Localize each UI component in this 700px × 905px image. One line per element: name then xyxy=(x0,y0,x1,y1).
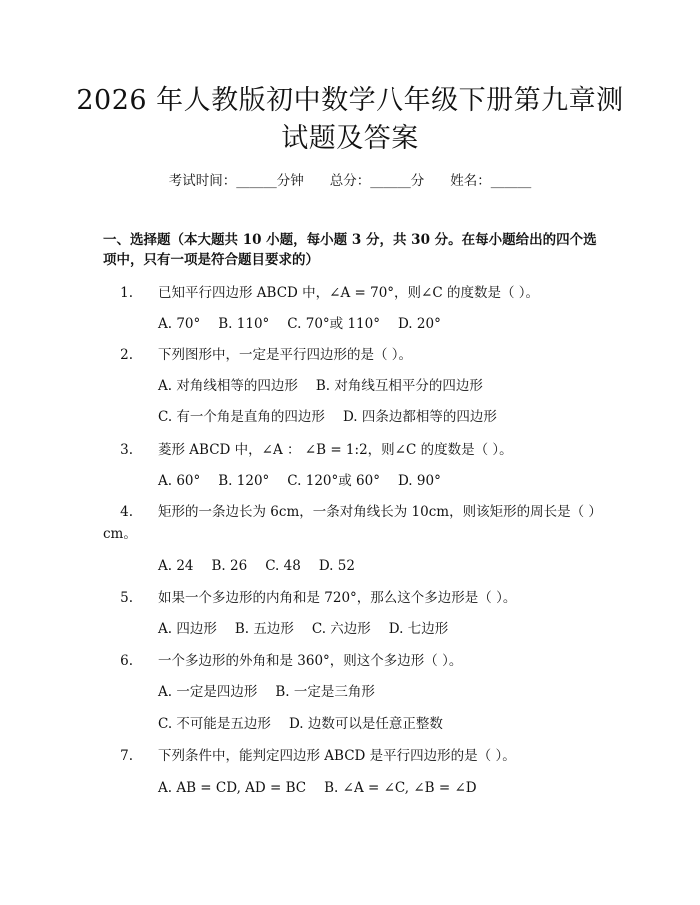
option-b: B. 五边形 xyxy=(234,621,294,637)
question-5 xyxy=(103,588,598,608)
question-4 xyxy=(103,502,602,522)
exam-meta xyxy=(0,169,700,189)
question-2-options-row-1 xyxy=(158,376,598,396)
option-a: A. 24 xyxy=(158,558,194,574)
option-c: C. 有一个角是直角的四边形 xyxy=(158,409,325,425)
exam-time-field: 考试时间：______分钟 xyxy=(168,173,304,189)
option-d: D. 20° xyxy=(397,316,441,332)
question-5-options xyxy=(158,619,598,639)
question-6-options-row-1 xyxy=(158,682,598,702)
question-number: 3. xyxy=(120,442,133,458)
question-7 xyxy=(103,746,598,766)
option-c: C. 六边形 xyxy=(311,621,371,637)
question-number: 4. xyxy=(120,504,133,520)
question-1 xyxy=(103,283,598,303)
option-a: A. 四边形 xyxy=(158,621,217,637)
option-d: D. 边数可以是任意正整数 xyxy=(288,716,443,732)
option-c: C. 120°或 60° xyxy=(287,473,380,489)
option-b: B. 120° xyxy=(218,473,270,489)
question-6-options-row-2 xyxy=(158,714,598,734)
question-number: 5. xyxy=(120,590,133,606)
option-b: B. 对角线互相平分的四边形 xyxy=(315,378,483,394)
total-score-field: 总分：______分 xyxy=(329,173,425,189)
question-2-options-row-2 xyxy=(158,407,598,427)
option-d: D. 四条边都相等的四边形 xyxy=(342,409,497,425)
option-b: B. 一定是三角形 xyxy=(275,684,375,700)
option-a: A. 70° xyxy=(158,316,201,332)
section-heading-cont: 项中，只有一项是符合题目要求的） xyxy=(103,252,319,268)
question-2 xyxy=(103,345,598,365)
option-c: C. 不可能是五边形 xyxy=(158,716,271,732)
question-7-options xyxy=(158,778,598,798)
student-name-field: 姓名：______ xyxy=(450,173,532,189)
page-title-line-2: 试题及答案 xyxy=(281,123,419,154)
question-4-options xyxy=(158,556,598,576)
question-6 xyxy=(103,651,598,671)
question-3-options xyxy=(158,471,598,491)
option-d: D. 七边形 xyxy=(388,621,449,637)
option-a: A. 一定是四边形 xyxy=(158,684,258,700)
option-b: B. 26 xyxy=(211,558,248,574)
question-text: 一个多边形的外角和是 360°，则这个多边形（ ）。 xyxy=(158,653,463,669)
option-a: A. AB = CD, AD = BC xyxy=(158,780,307,796)
option-a: A. 对角线相等的四边形 xyxy=(158,378,298,394)
question-text: 矩形的一条边长为 6cm，一条对角线长为 10cm，则该矩形的周长是（ ） xyxy=(158,504,602,520)
question-number: 2. xyxy=(120,347,133,363)
page-title-line-1: 2026 年人教版初中数学八年级下册第九章测 xyxy=(76,85,624,116)
question-text-cont: cm。 xyxy=(103,526,137,542)
question-text: 已知平行四边形 ABCD 中，∠A = 70°，则∠C 的度数是（ ）。 xyxy=(158,285,540,301)
question-text: 如果一个多边形的内角和是 720°，那么这个多边形是（ ）。 xyxy=(158,590,517,606)
option-c: C. 70°或 110° xyxy=(287,316,380,332)
question-number: 1. xyxy=(120,285,133,301)
option-d: D. 90° xyxy=(397,473,441,489)
question-text: 菱形 ABCD 中，∠A ： ∠B = 1:2，则∠C 的度数是（ ）。 xyxy=(158,442,513,458)
question-text: 下列图形中，一定是平行四边形的是（ ）。 xyxy=(158,347,413,363)
question-text: 下列条件中，能判定四边形 ABCD 是平行四边形的是（ ）。 xyxy=(158,748,516,764)
question-number: 6. xyxy=(120,653,133,669)
option-b: B. 110° xyxy=(218,316,270,332)
option-a: A. 60° xyxy=(158,473,201,489)
option-b: B. ∠A = ∠C, ∠B = ∠D xyxy=(324,780,477,796)
question-number: 7. xyxy=(120,748,133,764)
option-d: D. 52 xyxy=(318,558,355,574)
question-1-options xyxy=(158,314,598,334)
section-heading: 一、选择题（本大题共 10 小题，每小题 3 分，共 30 分。在每小题给出的四个选 xyxy=(103,232,597,248)
option-c: C. 48 xyxy=(265,558,301,574)
question-3 xyxy=(103,440,598,460)
question-4-continued xyxy=(103,524,598,544)
